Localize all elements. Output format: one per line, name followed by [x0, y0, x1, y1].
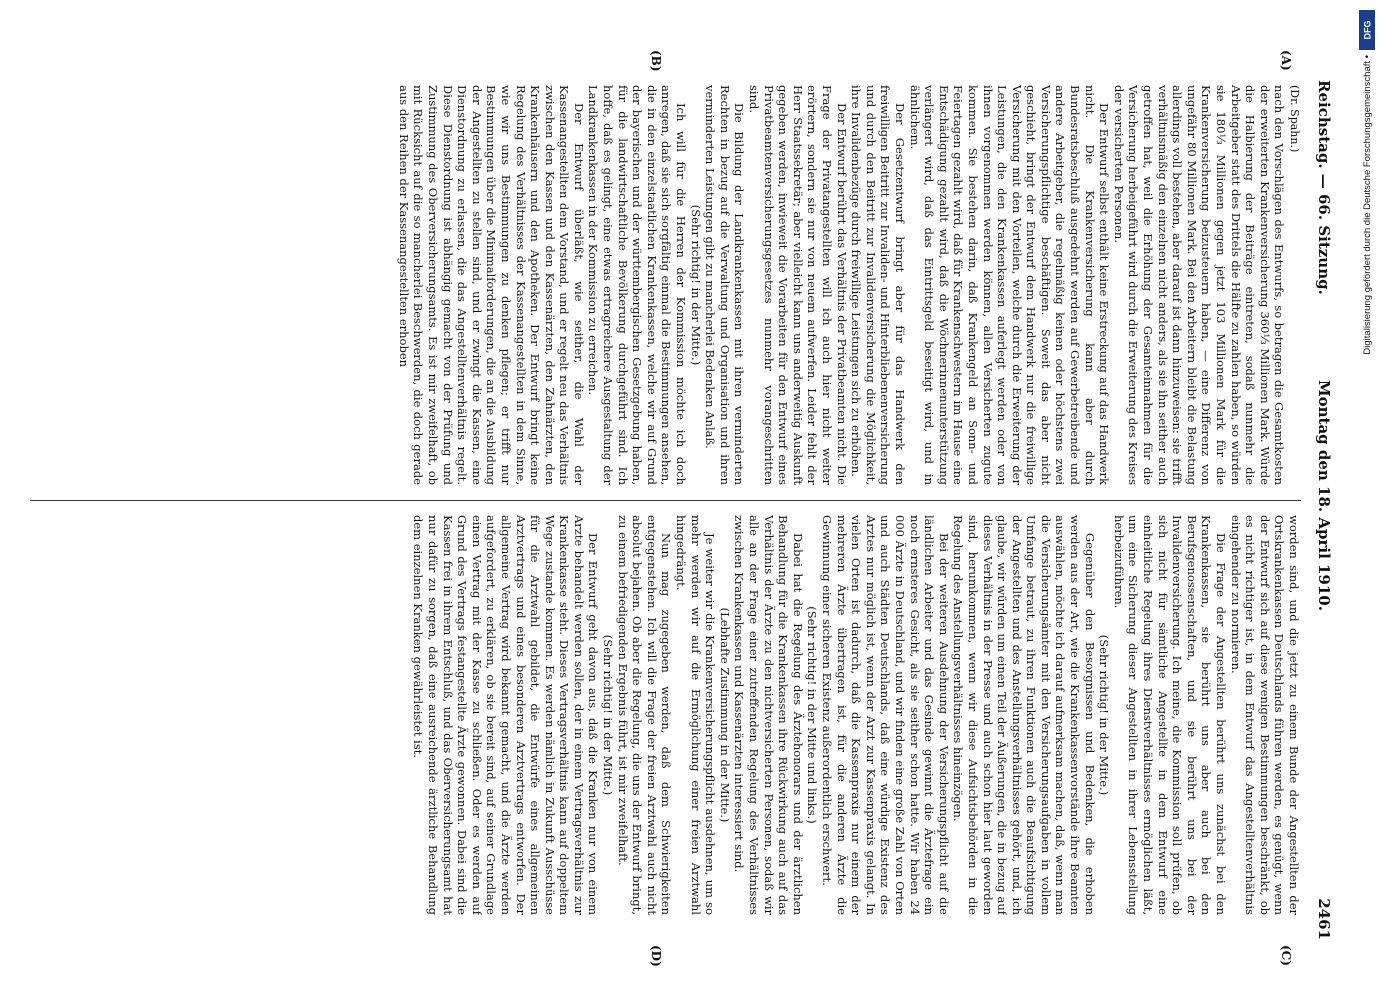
- interjection: (Sehr richtig! in der Mitte.): [1097, 634, 1112, 796]
- page-header: [1311, 60, 1333, 940]
- right-text-column: [30, 515, 1301, 915]
- margin-mark-d: (D): [649, 945, 663, 967]
- paragraph: Die Frage der Angestellten berührt uns zunächst bei den Krankenkassen, sie berührt uns aber auch bei den Berufsgenossenschaften, und sie berührt uns bei der Invalidenversicherung. Ich meine, die Kommission soll prüfen, ob sich nicht für sämtliche Angestellte in dem Entwurf eine einheitliche Regelung ihres Dienstverhältnisses ermöglichen läßt, um eine Sicherung dieser Angestellten in ihrer Lebensstellung herbeizuführen.: [1111, 515, 1229, 915]
- interjection: (Lebhafte Zustimmung in der Mitte.): [717, 607, 732, 823]
- paragraph: Nun mag zugegeben werden, daß dem Schwierigkeiten entgegenstehen. Ich will die Frage der freien Arztwahl auch nicht absolut bejahen. Ob aber die Regelung, die uns der Entwurf bringt, zu einem befriedigenden Ergebnis führt, ist mir zweifelhaft.: [615, 515, 674, 915]
- paragraph: Der Entwurf überläßt, wie seither, die Wahl der Kassenangestellten dem Vorstand, und er regelt neu das Verhältnis zwischen den Kassen und den Kassenärzten, den Zahnärzten, den Krankenhäusern und den Apotheken. Der Entwurf bringt keine Regelung des Verhältnisses der Kassenangestellten in dem Sinne, wie wir uns Bestimmungen zu denken pflegen; er trifft nur Bestimmungen über die Minimalforderungen, die an die Ausbildung der Angestellten zu stellen sind, und er zwingt die Kassen, eine Dienstordnung zu erlassen, die das Angestelltenverhältnis regelt. Diese Dienstordnung ist abhängig gemacht von der Prüfung und Zustimmung des Oberversicherungsamts. Es ist mir zweifelhaft, ob mit Rücksicht auf die so mancherlei Beschwerden, die doch gerade aus den Reihen der Kassenangestellten erhoben: [396, 85, 586, 485]
- column-divider: [30, 500, 1301, 501]
- page-number: 2461: [1315, 898, 1333, 940]
- header-left: Reichstag. — 66. Sitzung.: [1315, 80, 1333, 295]
- paragraph: Dabei hat die Regelung des Ärztehonorars und der ärztlichen Behandlung für die Krankenkassen ihre Rückwirkung auch auf das Verhältnis der Ärzte zu den nichtversicherten Personen, sodaß wir alle an der Frage einer zutreffenden Regelung des Verhältnisses zwischen Krankenkassen und Kassenärzten interessiert sind.: [732, 515, 805, 915]
- paragraph: Der Entwurf selbst enthält keine Erstreckung auf das Handwerk nicht. Die Krankenversicherung kann aber durch Bundesratsbeschluß ausgedehnt werden auf Gewerbetreibende und andere Arbeitgeber, die regelmäßig keinen oder höchstens zwei Versicherungspflichtige beschäftigen. Soweit das aber nicht geschieht, bringt der Entwurf dem Handwerk nur die freiwillige Versicherung mit den Vorteilen, welche durch die Erweiterung der Leistungen, die den Krankenkassen auferlegt werden oder von ihnen vorgenommen werden können, allen Versicherten zugute kommen. Sie bestehen darin, daß Krankengeld an Sonn- und Feiertagen gezahlt wird, daß für Krankenschwestern im Hause eine Entschädigung gezahlt wird, daß die Wöchnerinnenunterstützung verlängert wird, daß das Eintrittsgeld beseitigt wird, und in ähnlichem.: [907, 85, 1112, 485]
- credit-text: Digitalisierung gefördert durch die Deutsche Forschungsgemeinschaft •: [1362, 55, 1373, 355]
- header-date: Montag den 18. April 1910.: [1315, 380, 1333, 611]
- digitization-credit: [1357, 10, 1375, 995]
- paragraph: Bei der weiteren Ausdehnung der Versicherungspflicht auf die ländlichen Arbeiter und das Gesinde gewinnt die Ärztefrage ein noch ernsteres Gesicht, als sie seither schon hatte. Wir haben 24 000 Ärzte in Deutschland, und wir finden eine große Zahl von Orten und auch Städten Deutschlands, daß eine würdige Existenz des Arztes nur möglich ist, wenn der Arzt zur Kassenpraxis gelangt. In vielen Orten ist dadurch, daß die Kassenpraxis nur einem der mehreren Ärzte übertragen ist, für die anderen Ärzte die Gewinnung einer sicheren Existenz außerordentlich erschwert.: [820, 515, 951, 915]
- margin-mark-b: (B): [649, 50, 663, 72]
- paragraph: Gegenüber den Besorgnissen und Bedenken, die erhoben werden aus der Art, wie die Krankenkassenvorstände ihre Beamten auswählen, möchte ich darauf aufmerksam machen, daß, wenn man die Versicherungsämter mit den Versicherungsaufgaben in vollem Umfange betraut, zu ihren Funktionen auch die Beaufsichtigung der Angestellten und des Anstellungsverhältnisses gehört, und, ich glaube, wir würden um einen Teil der Äußerungen, die in bezug auf dieses Verhältnis in der Presse und auch schon hier laut geworden sind, herumkommen, wenn wir diese Aufsichtsbehörden in die Regelung des Anstellungsverhältnisses hineinzögen.: [951, 515, 1097, 915]
- paragraph: Die Bildung der Landkrankenkassen mit ihren verminderten Rechten in bezug auf die Verwaltung und Organisation und ihren verminderten Leistungen gibt zu mancherlei Bedenken Anlaß.: [703, 85, 747, 485]
- margin-mark-a: (A): [1279, 50, 1293, 71]
- interjection: (Sehr richtig! in der Mitte und links.): [805, 606, 820, 824]
- paragraph: Ich will für die Herren der Kommission möchte ich doch anregen, daß sie sich sorgfältig einmal die Bestimmungen ansehen, die in den einzelstaatlichen Krankenkassen, welche wir auf Grund der bayerischen und der württembergischen Gesetzgebung haben, für die landwirtschaftliche Bevölkerung durchgeführt sind. Ich hoffe, daß es gelingt, eine etwas ertragreichere Ausgestaltung der Landkrankenkassen in der Kommission zu erreichen.: [586, 85, 689, 485]
- paragraph: Der Entwurf berührt das Verhältnis der Privatbeamten nicht. Die Frage der Privatangestellten will ich auch hier nicht weiter erörtern, sondern sie nur von neuem aufwerfen. Leider fehlt der Herr Staatssekretär; aber vielleicht kann uns anderweitig Auskunft gegeben werden, inwieweit die Vorarbeiten für den Entwurf eines Privatbeamtenversicherungsgesetzes nunmehr vorangeschritten sind.: [747, 85, 849, 485]
- margin-mark-c: (C): [1279, 945, 1293, 966]
- left-text-column: [30, 85, 1301, 485]
- interjection: (Sehr richtig! in der Mitte.): [601, 634, 616, 796]
- interjection: (Sehr richtig! in der Mitte.): [688, 204, 703, 366]
- paragraph: worden sind, und die jetzt zu einem Bunde der Angestellten der Ortskrankenkassen Deutschlands führen werden, es genügt, wenn der Entwurf sich auf diese wenigen Bestimmungen beschränkt, ob es nicht richtiger ist, in dem Entwurf das Angestelltenverhältnis eingehender zu normieren.: [1228, 515, 1301, 915]
- paragraph: nach den Vorschlägen des Entwurfs, so betragen die Gesamtkosten der erweiterten Krankenversicherung 360⅓ Millionen Mark. Würde die Halbierung der Beiträge eintreten, sodaß nunmehr die Arbeitgeber statt des Drittels die Hälfte zu zahlen haben, so würden sie 180⅓ Millionen gegen jetzt 103 Millionen Mark für die Krankenversicherung beizusteuern haben, — eine Differenz von ungefähr 80 Millionen Mark. Bei den Arbeitern bleibt die Belastung allerdings voll bestehen, aber darauf ist dann hinzuweisen: sie trifft verhältnismäßig den einzelnen nicht anders, als sie ihn seither auch getroffen hat, weil die Erhöhung der Gesamteinnahmen für die Versicherung herbeigeführt wird durch die Erweiterung des Kreises der versicherten Personen.: [1111, 85, 1287, 485]
- paragraph: Je weiter wir die Krankenversicherungspflicht ausdehnen, um so mehr werden wir auf die Ermöglichung einer freien Arztwahl hingedrängt.: [674, 515, 718, 915]
- paragraph: Der Entwurf geht davon aus, daß die Kranken nur von einem Arzte behandelt werden sollen, der in einem Vertragsverhältnis zur Krankenkasse steht. Dieses Vertragsverhältnis kann auf doppeltem Wege zustande kommen. Es werden nämlich in Zukunft Ausschüsse für die Arztwahl gebildet, die Entwürfe eines allgemeinen Arztvertrags und eines besonderen Arztvertrags entworfen. Der allgemeine Vertrag wird bekannt gemacht, und die Ärzte werden aufgefordert, zu erklären, ob sie bereit sind, auf seiner Grundlage einen Vertrag mit der Kasse zu schließen. Oder es werden auf Grund des Vertrags festangestellte Ärzte gewonnen. Dabei sind die Kassen frei in ihrem Entschluß, und das Oberversicherungsamt hat nur dafür zu sorgen, daß eine ausreichende ärztliche Behandlung dem einzelnen Kranken gewährleistet ist.: [411, 515, 601, 915]
- paragraph: Der Gesetzentwurf bringt aber für das Handwerk den freiwilligen Beitritt zur Invaliden- und Hinterbliebenenversicherung und durch den Beitritt zur Invalidenversicherung die Möglichkeit, ihre Invalidenbezüge durch freiwillige Leistungen sich zu erhöhen.: [849, 85, 907, 485]
- dfg-logo: DFG: [1359, 10, 1375, 50]
- speaker-note: (Dr. Spahn.): [1288, 85, 1301, 153]
